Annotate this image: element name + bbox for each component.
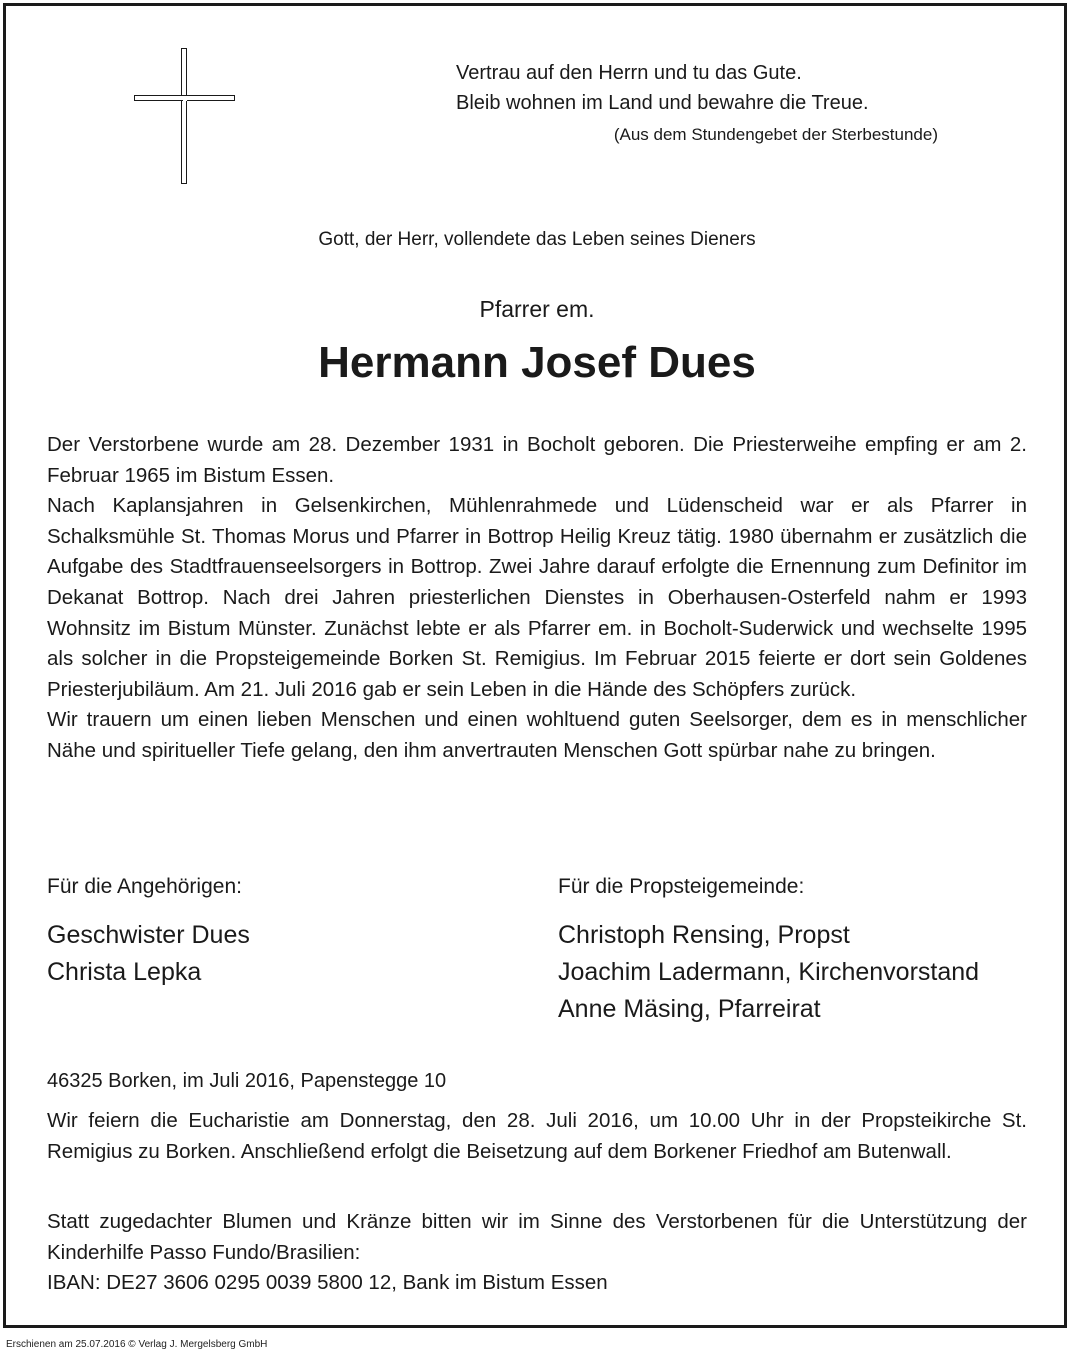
parish-name-2: Joachim Ladermann, Kirchenvorstand: [558, 958, 980, 986]
biography-paragraph-1: Der Verstorbene wurde am 28. Dezember 1931 in Bocholt geboren. Die Priesterweihe empfing er am 2. Februar 1965 im Bistum Essen.: [47, 433, 1027, 487]
parish-heading: Für die Propsteigemeinde:: [558, 875, 805, 898]
bible-verse: [456, 58, 946, 118]
donation-info: [47, 1207, 1027, 1299]
signatures-parish: [558, 872, 1038, 1028]
donation-iban: IBAN: DE27 3606 0295 0039 5800 12, Bank im Bistum Essen: [47, 1271, 608, 1294]
family-heading: Für die Angehörigen:: [47, 875, 242, 898]
funeral-mass-text: Wir feiern die Eucharistie am Donnerstag, den 28. Juli 2016, um 10.00 Uhr in der Propsteikirche St. Remigius zu Borken. Anschließend erfolgt die Beisetzung auf dem Borkener Friedhof am Butenwall.: [47, 1109, 1027, 1163]
deceased-title: Pfarrer em.: [479, 296, 595, 322]
place-date: 46325 Borken, im Juli 2016, Papenstegge 10: [47, 1070, 447, 1092]
intro-line: Gott, der Herr, vollendete das Leben seines Dieners: [318, 229, 756, 250]
family-name-1: Geschwister Dues: [47, 921, 250, 949]
verse-source: (Aus dem Stundengebet der Sterbestunde): [613, 125, 938, 144]
parish-name-1: Christoph Rensing, Propst: [558, 921, 850, 949]
biography-paragraph-3: Wir trauern um einen lieben Menschen und einen wohltuend guten Seelsorger, dem es in menschlicher Nähe und spiritueller Tiefe gelang, den ihm anvertrauten Menschen Gott spürbar nahe zu bringen.: [47, 708, 1027, 762]
funeral-mass-info: [47, 1106, 1027, 1167]
family-name-2: Christa Lepka: [47, 958, 202, 986]
verse-line-1: Vertrau auf den Herrn und tu das Gute.: [456, 62, 802, 84]
signatures-family: [47, 872, 487, 991]
cross-icon: [134, 48, 236, 184]
verse-line-2: Bleib wohnen im Land und bewahre die Treue.: [456, 92, 869, 114]
parish-name-3: Anne Mäsing, Pfarreirat: [558, 995, 821, 1023]
publication-footer: Erschienen am 25.07.2016 © Verlag J. Mergelsberg GmbH: [6, 1339, 268, 1350]
donation-text: Statt zugedachter Blumen und Kränze bitten wir im Sinne des Verstorbenen für die Unterstützung der Kinderhilfe Passo Fundo/Brasilien:: [47, 1210, 1027, 1264]
deceased-name: Hermann Josef Dues: [318, 338, 756, 387]
biography: [47, 430, 1027, 767]
biography-paragraph-2: Nach Kaplansjahren in Gelsenkirchen, Mühlenrahmede und Lüdenscheid war er als Pfarrer in Schalksmühle St. Thomas Morus und Pfarrer in Bottrop Heilig Kreuz tätig. 1980 übernahm er zusätzlich die Aufgabe des Stadtfrauenseelsorgers in Bottrop. Zwei Jahre darauf erfolgte die Ernennung zum Definitor im Dekanat Bottrop. Nach drei Jahren priesterlichen Dienstes in Oberhausen-Osterfeld nahm er 1993 Wohnsitz im Bistum Münster. Zunächst lebte er als Pfarrer em. in Bocholt-Suderwick und wechselte 1995 als solcher in die Propsteigemeinde Borken St. Remigius. Im Februar 2015 feierte er dort sein Goldenes Priesterjubiläum. Am 21. Juli 2016 gab er sein Leben in die Hände des Schöpfers zurück.: [47, 494, 1027, 701]
